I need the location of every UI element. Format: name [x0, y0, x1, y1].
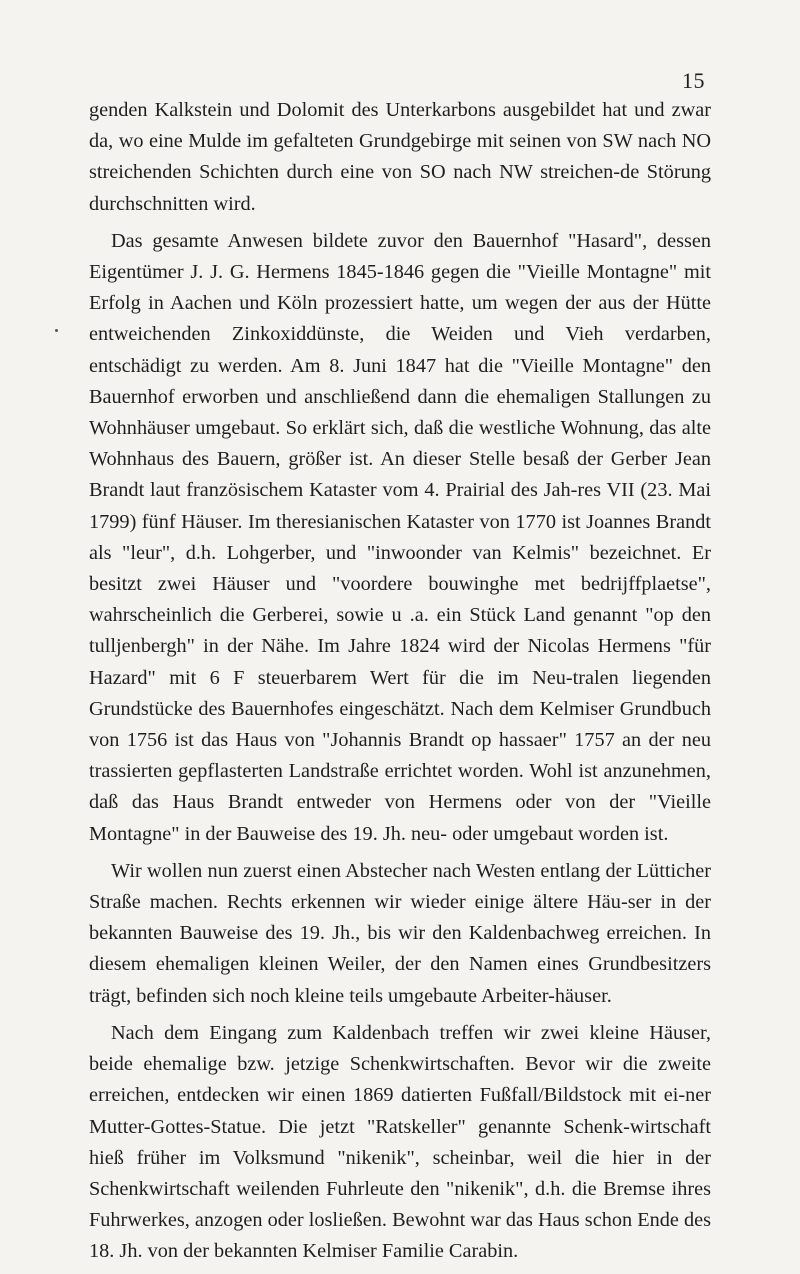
paragraph-3: Wir wollen nun zuerst einen Abstecher nach Westen entlang der Lütticher Straße machen. Rechts erkennen wir wieder einige ältere Häu-ser in der bekannten Bauweise des 19. Jh., bis wir den Kaldenbachweg erreichen. In diesem ehemaligen kleinen Weiler, der den Namen eines Grundbesitzers trägt, befinden sich noch kleine teils umgebaute Arbeiter-häuser.: [89, 859, 711, 1007]
margin-mark: [55, 329, 58, 332]
page-number: 15: [682, 68, 705, 93]
paragraph-2: Das gesamte Anwesen bildete zuvor den Bauernhof "Hasard", dessen Eigentümer J. J. G. Hermens 1845-1846 gegen die "Vieille Montagne" mit Erfolg in Aachen und Köln prozessiert hatte, um wegen der aus der Hütte entweichenden Zinkoxiddünste, die Weiden und Vieh verdarben, entschädigt zu werden. Am 8. Juni 1847 hat die "Vieille Montagne" den Bauernhof erworben und anschließend dann die ehemaligen Stallungen zu Wohnhäuser umgebaut. So erklärt sich, daß die westliche Wohnung, das alte Wohnhaus des Bauern, größer ist. An dieser Stelle besaß der Gerber Jean Brandt laut französischem Kataster vom 4. Prairial des Jah-res VII (23. Mai 1799) fünf Häuser. Im theresianischen Kataster von 1770 ist Joannes Brandt als "leur", d.h. Lohgerber, und "inwoonder van Kelmis" bezeichnet. Er besitzt zwei Häuser und "voordere bouwinghe met bedrijffplaetse", wahrscheinlich die Gerberei, sowie u .a. ein Stück Land genannt "op den tulljenbergh" in der Nähe. Im Jahre 1824 wird der Nicolas Hermens "für Hazard" mit 6 F steuerbarem Wert für die im Neu-tralen liegenden Grundstücke des Bauernhofes eingeschätzt. Nach dem Kelmiser Grundbuch von 1756 ist das Haus von "Johannis Brandt op hassaer" 1757 an der neu trassierten gepflasterten Landstraße errichtet worden. Wohl ist anzunehmen, daß das Haus Brandt entweder von Hermens oder von der "Vieille Montagne" in der Bauweise des 19. Jh. neu- oder umgebaut worden ist.: [89, 229, 711, 845]
paragraph-4: Nach dem Eingang zum Kaldenbach treffen wir zwei kleine Häuser, beide ehemalige bzw. jetzige Schenkwirtschaften. Bevor wir die zweite erreichen, entdecken wir einen 1869 datierten Fußfall/Bildstock mit ei-ner Mutter-Gottes-Statue. Die jetzt "Ratskeller" genannte Schenk-wirtschaft hieß früher im Volksmund "nikenik", scheinbar, weil die hier in der Schenkwirtschaft weilenden Fuhrleute den "nikenik", d.h. die Bremse ihres Fuhrwerkes, anzogen oder losließen. Bewohnt war das Haus schon Ende des 18. Jh. von der bekannten Kelmiser Familie Carabin.: [89, 1021, 711, 1263]
body-text: [89, 95, 711, 1274]
paragraph-1: genden Kalkstein und Dolomit des Unterkarbons ausgebildet hat und zwar da, wo eine Mulde im gefalteten Grundgebirge mit seinen von SW nach NO streichenden Schichten durch eine von SO nach NW streichen-de Störung durchschnitten wird.: [89, 99, 711, 215]
